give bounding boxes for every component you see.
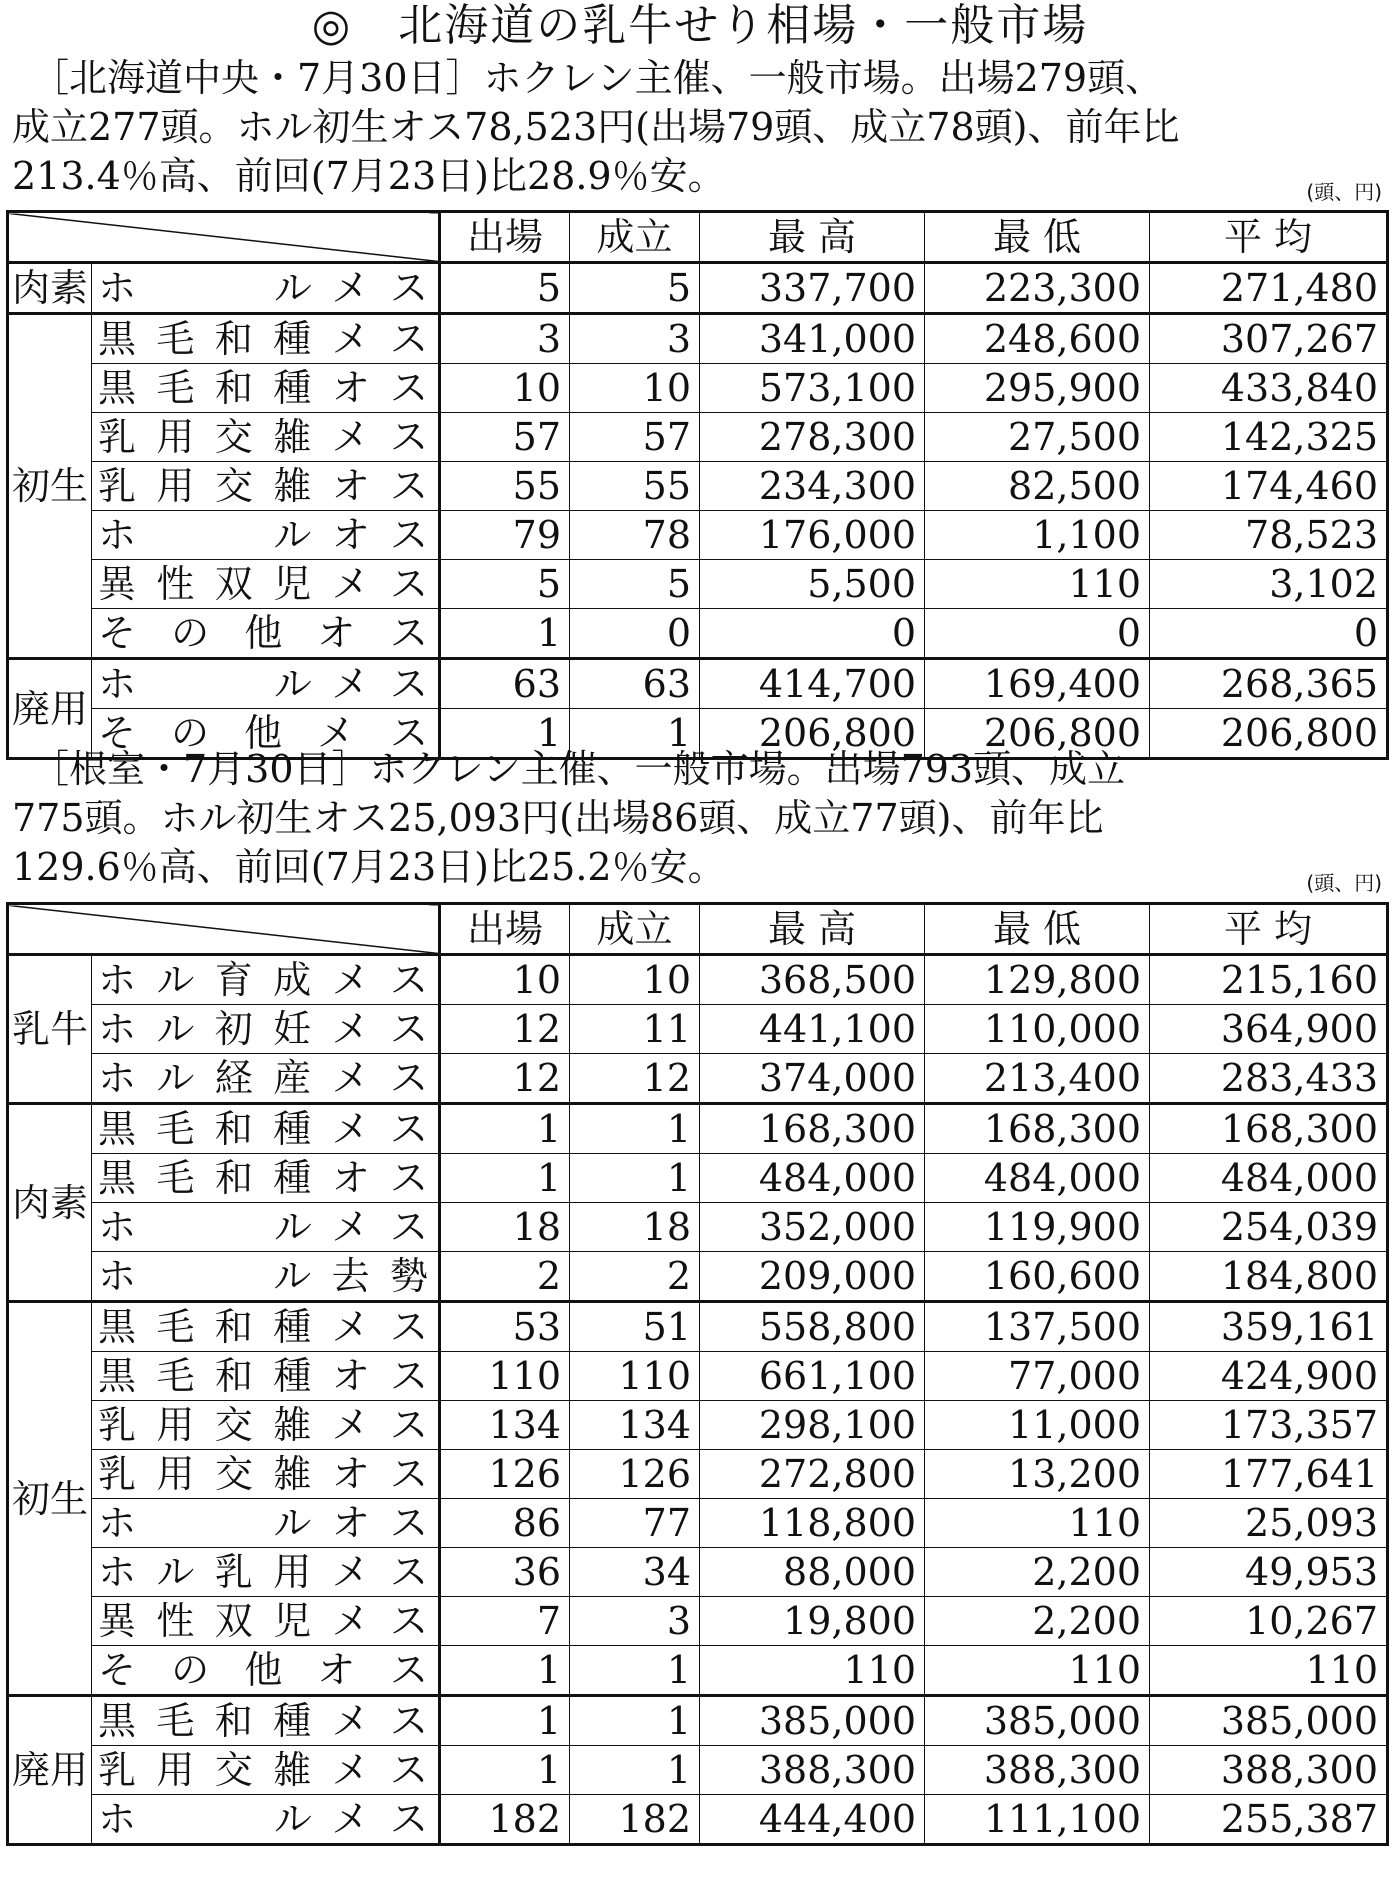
column-header: 成立 — [570, 904, 700, 955]
value-cell: 484,000 — [925, 1154, 1150, 1203]
group-label: 廃用 — [8, 1696, 92, 1845]
value-cell: 49,953 — [1150, 1548, 1388, 1597]
value-cell: 3,102 — [1150, 560, 1388, 609]
value-cell: 1 — [440, 609, 570, 659]
value-cell: 5 — [570, 263, 700, 314]
corner-cell — [8, 904, 440, 955]
value-cell: 0 — [1150, 609, 1388, 659]
value-cell: 63 — [570, 659, 700, 709]
value-cell: 176,000 — [700, 511, 925, 560]
value-cell: 1 — [570, 1746, 700, 1795]
value-cell: 57 — [570, 413, 700, 462]
value-cell: 307,267 — [1150, 314, 1388, 364]
item-label: その他メス — [92, 709, 440, 759]
summary-line: 775頭。ホル初生オス25,093円(出場86頭、成立77頭)、前年比 — [12, 796, 1104, 840]
value-cell: 134 — [570, 1401, 700, 1450]
value-cell: 271,480 — [1150, 263, 1388, 314]
value-cell: 18 — [570, 1203, 700, 1252]
table-row — [8, 955, 1388, 1005]
item-label: その他オス — [92, 1646, 440, 1696]
item-label: ホル乳用メス — [92, 1548, 440, 1597]
summary-line: ［根室・7月30日］ホクレン主催、一般市場。出場793頭、成立 — [12, 747, 1126, 791]
item-label: 黒毛和種オス — [92, 364, 440, 413]
value-cell: 484,000 — [700, 1154, 925, 1203]
value-cell: 79 — [440, 511, 570, 560]
value-cell: 441,100 — [700, 1005, 925, 1054]
value-cell: 558,800 — [700, 1302, 925, 1352]
value-cell: 55 — [440, 462, 570, 511]
value-cell: 255,387 — [1150, 1795, 1388, 1845]
value-cell: 1,100 — [925, 511, 1150, 560]
value-cell: 110,000 — [925, 1005, 1150, 1054]
value-cell: 77 — [570, 1499, 700, 1548]
item-label: 乳用交雑メス — [92, 1746, 440, 1795]
column-header: 最 高 — [700, 212, 925, 263]
value-cell: 206,800 — [925, 709, 1150, 759]
table-row — [8, 1548, 1388, 1597]
group-label: 廃用 — [8, 659, 92, 759]
value-cell: 484,000 — [1150, 1154, 1388, 1203]
table-row — [8, 1104, 1388, 1154]
value-cell: 414,700 — [700, 659, 925, 709]
market-summary-nemuro — [12, 745, 1392, 892]
value-cell: 5 — [570, 560, 700, 609]
item-label: ホ ルメス — [92, 659, 440, 709]
summary-line: 成立277頭。ホル初生オス78,523円(出場79頭、成立78頭)、前年比 — [12, 105, 1180, 149]
table-row — [8, 1154, 1388, 1203]
value-cell: 11,000 — [925, 1401, 1150, 1450]
value-cell: 168,300 — [925, 1104, 1150, 1154]
value-cell: 337,700 — [700, 263, 925, 314]
item-label: 黒毛和種メス — [92, 1302, 440, 1352]
table-row — [8, 1005, 1388, 1054]
value-cell: 142,325 — [1150, 413, 1388, 462]
table-row — [8, 1746, 1388, 1795]
item-label: ホ ルオス — [92, 1499, 440, 1548]
value-cell: 254,039 — [1150, 1203, 1388, 1252]
item-label: 黒毛和種メス — [92, 1104, 440, 1154]
value-cell: 573,100 — [700, 364, 925, 413]
value-cell: 341,000 — [700, 314, 925, 364]
table-row — [8, 1252, 1388, 1302]
item-label: ホ ルメス — [92, 1203, 440, 1252]
value-cell: 10 — [440, 364, 570, 413]
value-cell: 1 — [440, 1746, 570, 1795]
item-label: ホル初妊メス — [92, 1005, 440, 1054]
summary-line: 213.4％高、前回(7月23日)比28.9％安。 — [12, 154, 726, 198]
value-cell: 10 — [570, 955, 700, 1005]
value-cell: 10 — [570, 364, 700, 413]
table-row — [8, 1401, 1388, 1450]
table-row — [8, 1203, 1388, 1252]
table-row — [8, 1597, 1388, 1646]
value-cell: 182 — [570, 1795, 700, 1845]
value-cell: 385,000 — [925, 1696, 1150, 1746]
table-row — [8, 1696, 1388, 1746]
value-cell: 1 — [570, 1646, 700, 1696]
value-cell: 63 — [440, 659, 570, 709]
value-cell: 110 — [570, 1352, 700, 1401]
table-row — [8, 1795, 1388, 1845]
value-cell: 88,000 — [700, 1548, 925, 1597]
item-label: 乳用交雑メス — [92, 413, 440, 462]
table-row — [8, 1450, 1388, 1499]
value-cell: 110 — [925, 560, 1150, 609]
group-label: 初生 — [8, 1302, 92, 1696]
value-cell: 126 — [570, 1450, 700, 1499]
value-cell: 268,365 — [1150, 659, 1388, 709]
item-label: 乳用交雑メス — [92, 1401, 440, 1450]
table-row — [8, 1302, 1388, 1352]
value-cell: 374,000 — [700, 1054, 925, 1104]
value-cell: 206,800 — [700, 709, 925, 759]
value-cell: 444,400 — [700, 1795, 925, 1845]
value-cell: 283,433 — [1150, 1054, 1388, 1104]
value-cell: 78,523 — [1150, 511, 1388, 560]
column-header: 出場 — [440, 904, 570, 955]
value-cell: 359,161 — [1150, 1302, 1388, 1352]
item-label: ホ ル去勢 — [92, 1252, 440, 1302]
value-cell: 352,000 — [700, 1203, 925, 1252]
price-table-nemuro — [6, 902, 1389, 1846]
value-cell: 1 — [440, 1696, 570, 1746]
value-cell: 82,500 — [925, 462, 1150, 511]
page-title: ◎ 北海道の乳牛せり相場・一般市場 — [311, 0, 1089, 51]
item-label: ホ ルメス — [92, 1795, 440, 1845]
value-cell: 12 — [440, 1054, 570, 1104]
header-row — [8, 904, 1388, 955]
value-cell: 55 — [570, 462, 700, 511]
value-cell: 298,100 — [700, 1401, 925, 1450]
value-cell: 129,800 — [925, 955, 1150, 1005]
item-label: ホル経産メス — [92, 1054, 440, 1104]
column-header: 平 均 — [1150, 212, 1388, 263]
value-cell: 11 — [570, 1005, 700, 1054]
item-label: 黒毛和種オス — [92, 1352, 440, 1401]
value-cell: 18 — [440, 1203, 570, 1252]
value-cell: 2,200 — [925, 1548, 1150, 1597]
value-cell: 0 — [570, 609, 700, 659]
item-label: ホル育成メス — [92, 955, 440, 1005]
item-label: その他オス — [92, 609, 440, 659]
table-row — [8, 511, 1388, 560]
column-header: 最 低 — [925, 904, 1150, 955]
table-row — [8, 413, 1388, 462]
item-label: 異性双児メス — [92, 1597, 440, 1646]
value-cell: 174,460 — [1150, 462, 1388, 511]
value-cell: 3 — [570, 1597, 700, 1646]
table-row — [8, 609, 1388, 659]
value-cell: 118,800 — [700, 1499, 925, 1548]
table-row — [8, 364, 1388, 413]
value-cell: 388,300 — [1150, 1746, 1388, 1795]
value-cell: 53 — [440, 1302, 570, 1352]
value-cell: 110 — [1150, 1646, 1388, 1696]
value-cell: 184,800 — [1150, 1252, 1388, 1302]
value-cell: 160,600 — [925, 1252, 1150, 1302]
column-header: 出場 — [440, 212, 570, 263]
value-cell: 2,200 — [925, 1597, 1150, 1646]
value-cell: 168,300 — [1150, 1104, 1388, 1154]
table-row — [8, 659, 1388, 709]
item-label: ホ ルオス — [92, 511, 440, 560]
item-label: ホ ルメス — [92, 263, 440, 314]
value-cell: 5 — [440, 560, 570, 609]
value-cell: 0 — [925, 609, 1150, 659]
value-cell: 388,300 — [925, 1746, 1150, 1795]
value-cell: 295,900 — [925, 364, 1150, 413]
value-cell: 5,500 — [700, 560, 925, 609]
value-cell: 57 — [440, 413, 570, 462]
value-cell: 126 — [440, 1450, 570, 1499]
value-cell: 13,200 — [925, 1450, 1150, 1499]
value-cell: 1 — [570, 709, 700, 759]
value-cell: 215,160 — [1150, 955, 1388, 1005]
item-label: 乳用交雑オス — [92, 1450, 440, 1499]
value-cell: 3 — [570, 314, 700, 364]
value-cell: 110 — [925, 1499, 1150, 1548]
value-cell: 110 — [440, 1352, 570, 1401]
value-cell: 134 — [440, 1401, 570, 1450]
table-row — [8, 560, 1388, 609]
value-cell: 1 — [440, 1646, 570, 1696]
price-table-hokkaido-chuo — [6, 210, 1389, 760]
table-row — [8, 1352, 1388, 1401]
value-cell: 7 — [440, 1597, 570, 1646]
value-cell: 388,300 — [700, 1746, 925, 1795]
value-cell: 209,000 — [700, 1252, 925, 1302]
value-cell: 213,400 — [925, 1054, 1150, 1104]
value-cell: 272,800 — [700, 1450, 925, 1499]
value-cell: 119,900 — [925, 1203, 1150, 1252]
value-cell: 278,300 — [700, 413, 925, 462]
table-row — [8, 1054, 1388, 1104]
value-cell: 111,100 — [925, 1795, 1150, 1845]
header-row — [8, 212, 1388, 263]
value-cell: 1 — [440, 1104, 570, 1154]
value-cell: 3 — [440, 314, 570, 364]
table-row — [8, 1499, 1388, 1548]
value-cell: 2 — [570, 1252, 700, 1302]
value-cell: 182 — [440, 1795, 570, 1845]
item-label: 黒毛和種メス — [92, 1696, 440, 1746]
value-cell: 12 — [440, 1005, 570, 1054]
value-cell: 0 — [700, 609, 925, 659]
value-cell: 1 — [570, 1154, 700, 1203]
value-cell: 12 — [570, 1054, 700, 1104]
value-cell: 433,840 — [1150, 364, 1388, 413]
value-cell: 1 — [440, 1154, 570, 1203]
value-cell: 137,500 — [925, 1302, 1150, 1352]
summary-line: 129.6％高、前回(7月23日)比25.2％安。 — [12, 845, 726, 889]
value-cell: 110 — [700, 1646, 925, 1696]
value-cell: 168,300 — [700, 1104, 925, 1154]
column-header: 最 低 — [925, 212, 1150, 263]
table-row — [8, 314, 1388, 364]
value-cell: 5 — [440, 263, 570, 314]
column-header: 最 高 — [700, 904, 925, 955]
value-cell: 661,100 — [700, 1352, 925, 1401]
group-label: 肉素 — [8, 263, 92, 314]
value-cell: 385,000 — [1150, 1696, 1388, 1746]
value-cell: 10,267 — [1150, 1597, 1388, 1646]
value-cell: 27,500 — [925, 413, 1150, 462]
market-summary-hokkaido-chuo — [12, 54, 1392, 201]
value-cell: 1 — [570, 1104, 700, 1154]
group-label: 初生 — [8, 314, 92, 659]
table-row — [8, 462, 1388, 511]
value-cell: 1 — [440, 709, 570, 759]
value-cell: 248,600 — [925, 314, 1150, 364]
unit-note: (頭、円) — [1306, 871, 1382, 895]
value-cell: 110 — [925, 1646, 1150, 1696]
value-cell: 86 — [440, 1499, 570, 1548]
value-cell: 1 — [570, 1696, 700, 1746]
value-cell: 78 — [570, 511, 700, 560]
item-label: 黒毛和種メス — [92, 314, 440, 364]
item-label: 黒毛和種オス — [92, 1154, 440, 1203]
value-cell: 34 — [570, 1548, 700, 1597]
value-cell: 25,093 — [1150, 1499, 1388, 1548]
item-label: 異性双児メス — [92, 560, 440, 609]
value-cell: 223,300 — [925, 263, 1150, 314]
summary-line: ［北海道中央・7月30日］ホクレン主催、一般市場。出場279頭、 — [12, 56, 1164, 100]
value-cell: 51 — [570, 1302, 700, 1352]
value-cell: 173,357 — [1150, 1401, 1388, 1450]
value-cell: 234,300 — [700, 462, 925, 511]
group-label: 乳牛 — [8, 955, 92, 1104]
unit-note: (頭、円) — [1306, 180, 1382, 204]
value-cell: 177,641 — [1150, 1450, 1388, 1499]
table-row — [8, 1646, 1388, 1696]
value-cell: 36 — [440, 1548, 570, 1597]
value-cell: 385,000 — [700, 1696, 925, 1746]
value-cell: 368,500 — [700, 955, 925, 1005]
value-cell: 19,800 — [700, 1597, 925, 1646]
value-cell: 77,000 — [925, 1352, 1150, 1401]
table-row — [8, 263, 1388, 314]
value-cell: 2 — [440, 1252, 570, 1302]
value-cell: 364,900 — [1150, 1005, 1388, 1054]
column-header: 成立 — [570, 212, 700, 263]
value-cell: 169,400 — [925, 659, 1150, 709]
corner-cell — [8, 212, 440, 263]
group-label: 肉素 — [8, 1104, 92, 1302]
item-label: 乳用交雑オス — [92, 462, 440, 511]
column-header: 平 均 — [1150, 904, 1388, 955]
value-cell: 10 — [440, 955, 570, 1005]
value-cell: 206,800 — [1150, 709, 1388, 759]
value-cell: 424,900 — [1150, 1352, 1388, 1401]
